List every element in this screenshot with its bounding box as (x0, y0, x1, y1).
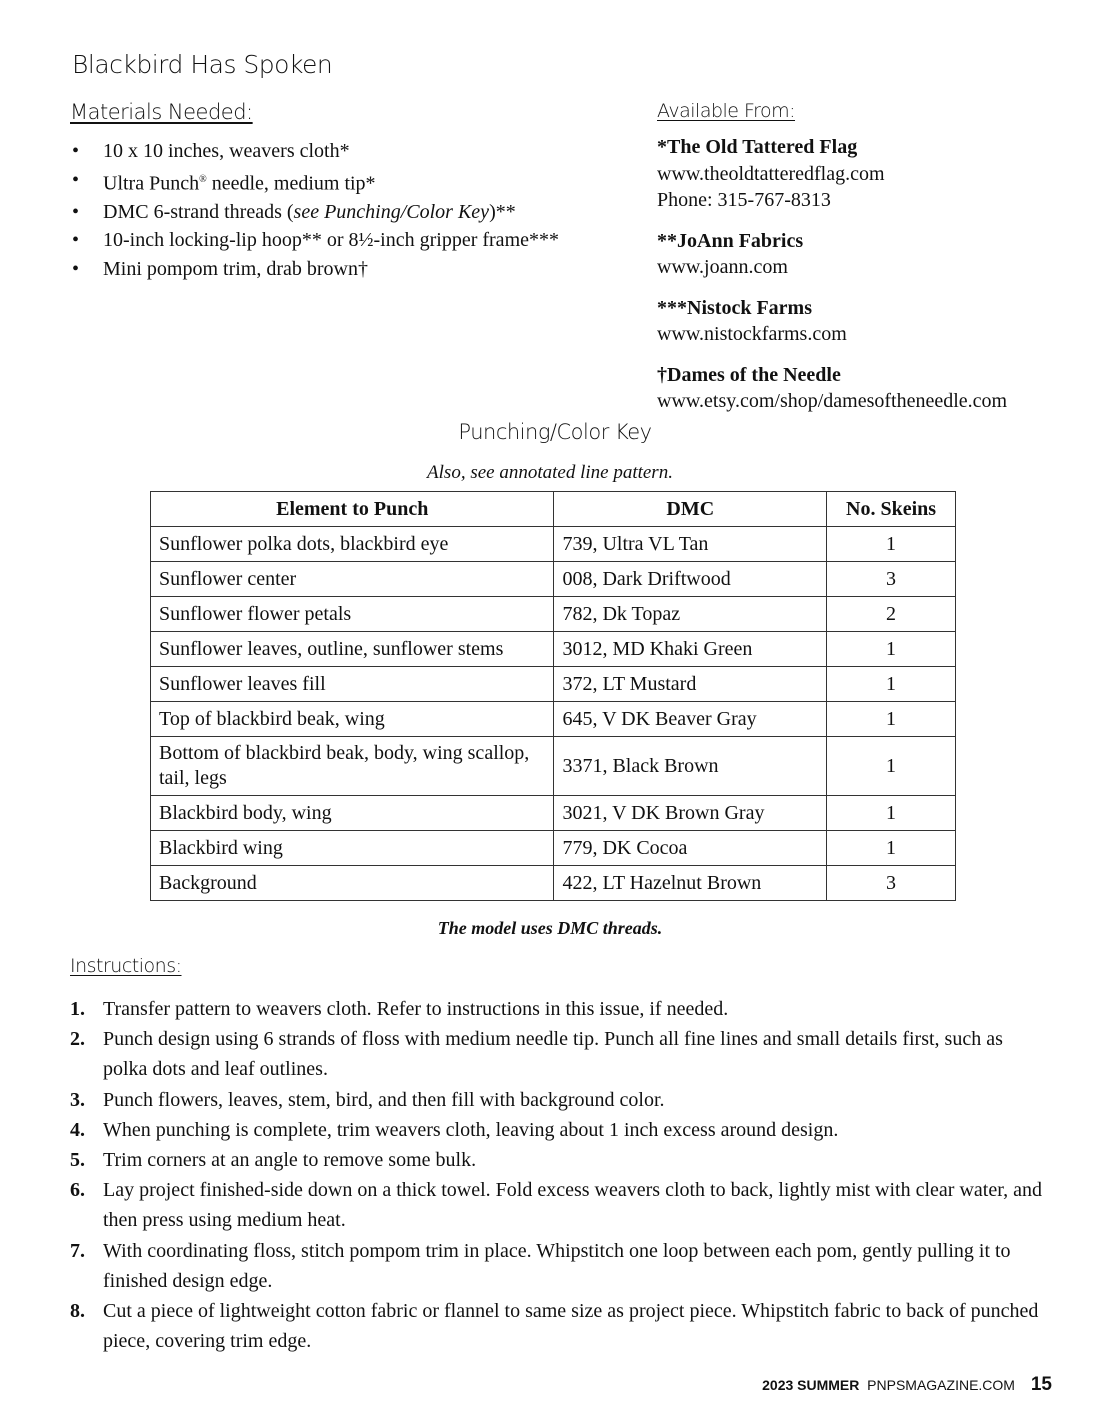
column-header: Element to Punch (151, 492, 554, 527)
step-number: 6. (70, 1179, 85, 1202)
cell-dmc: 372, LT Mustard (554, 667, 827, 702)
table-row (151, 562, 956, 597)
instruction-step (70, 1236, 1050, 1296)
instructions-list (70, 994, 1050, 1356)
sources-list (657, 134, 1007, 429)
cell-skeins: 3 (827, 866, 956, 901)
color-key-subtitle: Also, see annotated line pattern. (427, 462, 673, 483)
cell-skeins: 1 (827, 632, 956, 667)
step-number: 2. (70, 1028, 85, 1051)
materials-item: • DMC 6-strand threads (see Punching/Color Key)** (70, 198, 559, 227)
color-key-heading: Punching/Color Key (458, 420, 652, 444)
color-key-table (150, 491, 956, 901)
cell-element: Sunflower leaves fill (151, 667, 554, 702)
source-link[interactable]: www.nistockfarms.com (657, 323, 847, 345)
table-row (151, 737, 956, 796)
table-row (151, 632, 956, 667)
footer-issue: 2023 SUMMER (762, 1377, 860, 1393)
source-name: ***Nistock Farms (657, 296, 812, 319)
cell-skeins: 2 (827, 597, 956, 632)
cell-skeins: 1 (827, 702, 956, 737)
cell-skeins: 1 (827, 737, 956, 796)
table-row (151, 866, 956, 901)
step-number: 7. (70, 1239, 85, 1262)
cell-skeins: 1 (827, 527, 956, 562)
source-link[interactable]: www.etsy.com/shop/damesoftheneedle.com (657, 390, 1008, 412)
table-row (151, 796, 956, 831)
step-text: Lay project finished-side down on a thick towel. Fold excess weavers cloth to back, lightly mist with clear water, and then press using medium heat. (103, 1179, 1042, 1232)
cell-skeins: 1 (827, 667, 956, 702)
step-number: 5. (70, 1149, 85, 1172)
table-row (151, 831, 956, 866)
source-name: *The Old Tattered Flag (657, 136, 858, 158)
cell-element: Sunflower leaves, outline, sunflower stems (151, 632, 554, 667)
cell-dmc: 008, Dark Driftwood (554, 562, 827, 597)
cell-dmc: 739, Ultra VL Tan (554, 527, 827, 562)
source-link[interactable]: www.theoldtatteredflag.com (657, 162, 885, 185)
materials-item: • 10-inch locking-lip hoop** or 8½-inch gripper frame*** (70, 226, 559, 255)
cell-skeins: 1 (827, 796, 956, 831)
instruction-step (70, 994, 1050, 1024)
instruction-step (70, 1085, 1050, 1115)
instruction-step (70, 1145, 1050, 1175)
source-name: **JoAnn Fabrics (657, 229, 804, 252)
source-group (657, 134, 1007, 214)
source-name: †Dames of the Needle (657, 363, 841, 386)
step-text: Punch flowers, leaves, stem, bird, and then fill with background color. (103, 1088, 665, 1111)
source-phone: Phone: 315-767-8313 (657, 189, 831, 211)
step-number: 8. (70, 1300, 85, 1323)
cell-skeins: 3 (827, 562, 956, 597)
column-header: No. Skeins (827, 492, 956, 527)
step-number: 1. (70, 998, 85, 1020)
cell-element: Top of blackbird beak, wing (151, 702, 554, 737)
materials-item: • Mini pompom trim, drab brown† (70, 255, 559, 284)
step-text: Cut a piece of lightweight cotton fabric or flannel to same size as project piece. Whipstitch fabric to back of punched piece, covering trim edge. (103, 1300, 1039, 1353)
materials-heading: Materials Needed: (70, 100, 253, 124)
cell-dmc: 422, LT Hazelnut Brown (554, 866, 827, 901)
cell-skeins: 1 (827, 831, 956, 866)
instructions-heading: Instructions: (70, 955, 182, 977)
step-text: Trim corners at an angle to remove some bulk. (103, 1149, 477, 1172)
step-text: When punching is complete, trim weavers cloth, leaving about 1 inch excess around design. (103, 1118, 839, 1141)
step-text: Punch design using 6 strands of floss with medium needle tip. Punch all fine lines and small details first, such as polka dots and leaf outlines. (103, 1028, 1003, 1081)
step-text: With coordinating floss, stitch pompom trim in place. Whipstitch one loop between each pom, gently pulling it to finished design edge. (103, 1239, 1011, 1292)
cell-element: Sunflower center (151, 562, 554, 597)
color-key-caption: The model uses DMC threads. (437, 918, 663, 938)
step-number: 3. (70, 1088, 85, 1111)
cell-dmc: 782, Dk Topaz (554, 597, 827, 632)
step-number: 4. (70, 1118, 85, 1141)
footer-site: PNPSMAGAZINE.COM (867, 1377, 1015, 1393)
cell-dmc: 779, DK Cocoa (554, 831, 827, 866)
instruction-step (70, 1115, 1050, 1145)
cell-dmc: 3012, MD Khaki Green (554, 632, 827, 667)
instruction-step (70, 1024, 1050, 1084)
source-link[interactable]: www.joann.com (657, 256, 788, 278)
cell-dmc: 3371, Black Brown (554, 737, 827, 796)
column-header: DMC (554, 492, 827, 527)
table-header-row (151, 492, 956, 527)
table-row (151, 527, 956, 562)
sources-heading: Available From: (657, 100, 796, 122)
cell-element: Blackbird wing (151, 831, 554, 866)
cell-element: Sunflower polka dots, blackbird eye (151, 527, 554, 562)
table-row (151, 702, 956, 737)
page-title: Blackbird Has Spoken (72, 50, 333, 79)
table-row (151, 667, 956, 702)
step-text: Transfer pattern to weavers cloth. Refer to instructions in this issue, if needed. (103, 998, 729, 1020)
materials-item: • Ultra Punch® needle, medium tip* (70, 166, 559, 198)
instruction-step (70, 1296, 1050, 1356)
instruction-step (70, 1175, 1050, 1235)
cell-dmc: 645, V DK Beaver Gray (554, 702, 827, 737)
source-group (657, 228, 1007, 281)
source-group (657, 295, 1007, 348)
cell-dmc: 3021, V DK Brown Gray (554, 796, 827, 831)
cell-element: Sunflower flower petals (151, 597, 554, 632)
source-group (657, 362, 1007, 415)
cell-element: Blackbird body, wing (151, 796, 554, 831)
table-row (151, 597, 956, 632)
page-number: 15 (1030, 1374, 1052, 1395)
materials-list (70, 137, 559, 283)
page-footer (762, 1374, 1052, 1396)
cell-element: Bottom of blackbird beak, body, wing scallop, tail, legs (151, 737, 554, 796)
materials-item: • 10 x 10 inches, weavers cloth* (70, 137, 559, 166)
cell-element: Background (151, 866, 554, 901)
